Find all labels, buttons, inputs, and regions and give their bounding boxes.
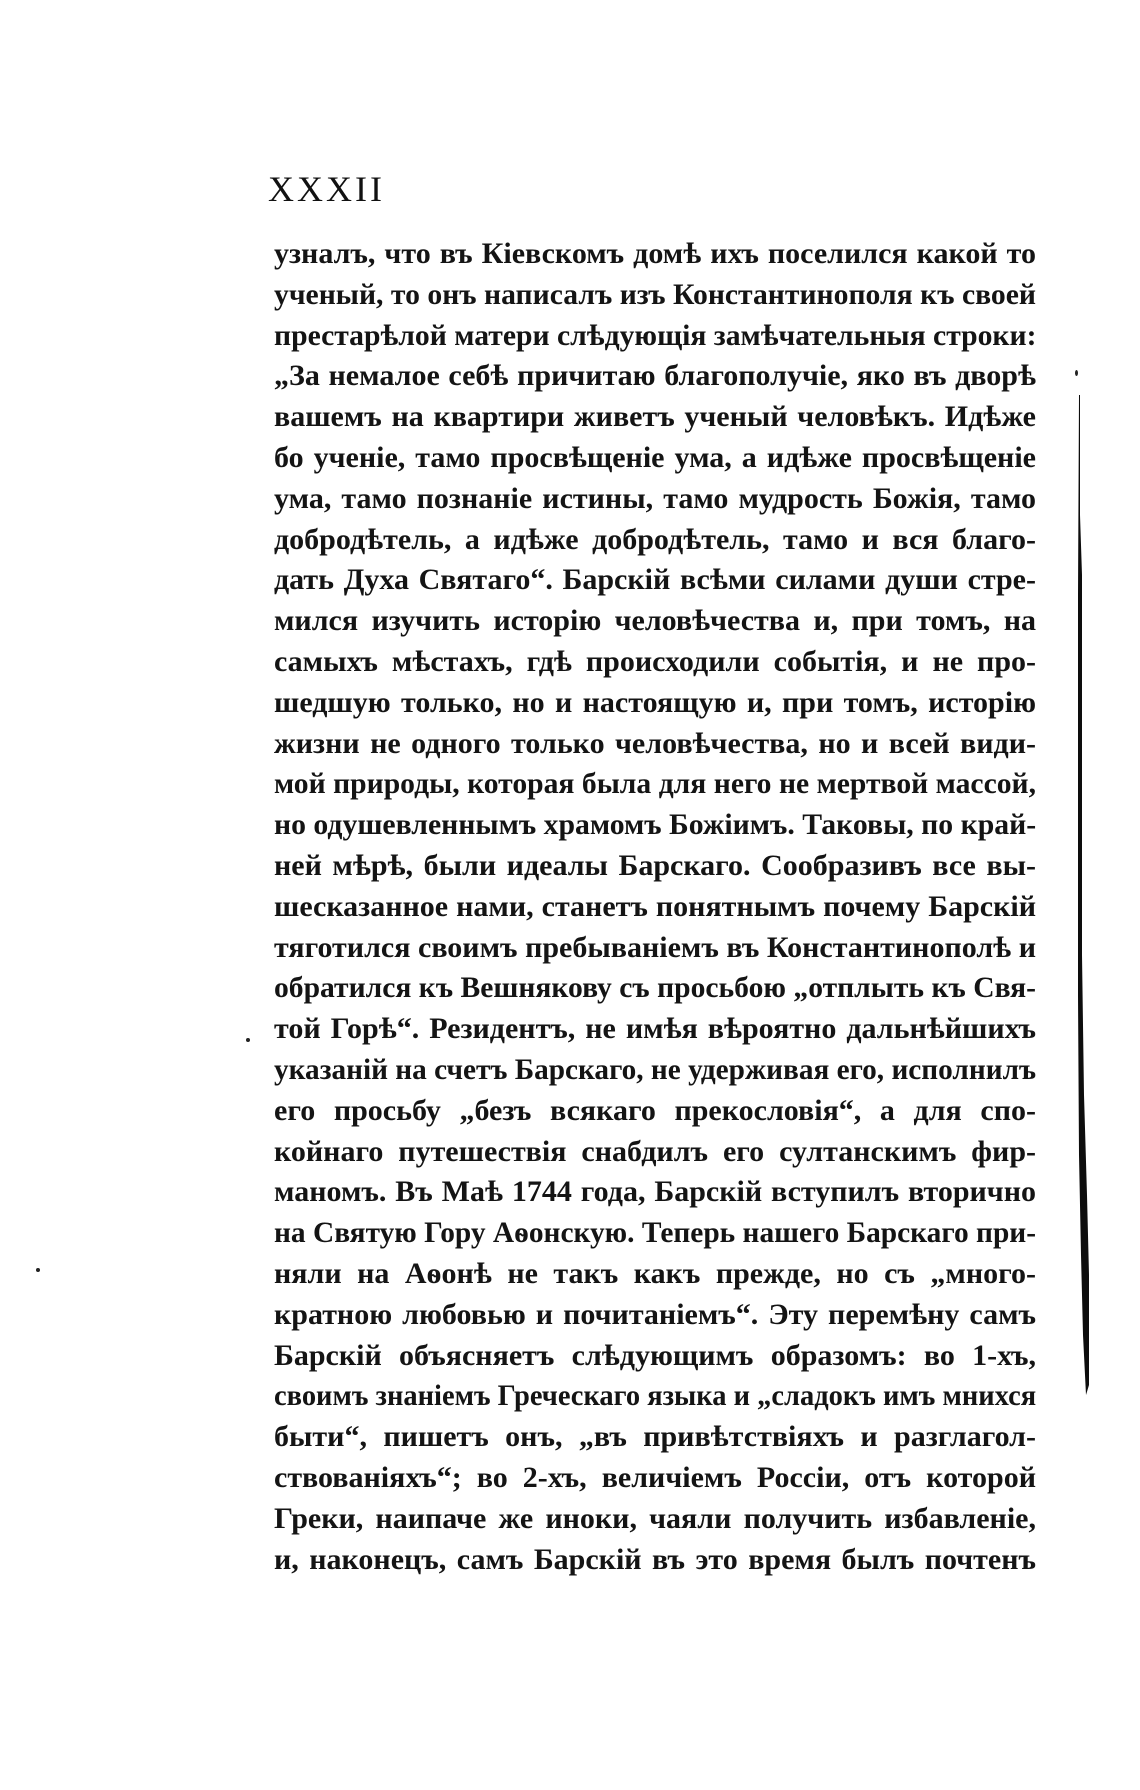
scan-speck	[246, 1038, 250, 1042]
scan-edge-shadow-graphic	[1072, 395, 1090, 1395]
text-line: ума, тамо познаніе истины, тамо мудрость Божія, тамо	[274, 481, 1036, 515]
text-line: шедшую только, но и настоящую и, при томъ, исторію	[274, 685, 1036, 719]
text-line: ученый, то онъ написалъ изъ Константинополя къ своей	[274, 277, 1036, 311]
text-line: указаній на счетъ Барскаго, не удерживая его, исполнилъ	[274, 1052, 1037, 1086]
text-line: Греки, наипаче же иноки, чаяли получить избавленіе,	[274, 1501, 1036, 1535]
text-line: добродѣтель, а идѣже добродѣтель, тамо и вся благо-	[274, 522, 1036, 556]
text-line: быти“, пишетъ онъ, „въ привѣтствіяхъ и разглагол-	[274, 1420, 1036, 1454]
text-line: жизни не одного только человѣчества, но и всей види-	[274, 726, 1036, 760]
text-line: мился изучить исторію человѣчества и, при томъ, на	[274, 604, 1036, 638]
text-line: „За немалое себѣ причитаю благополучіе, яко въ дворѣ	[274, 359, 1036, 393]
text-line: самыхъ мѣстахъ, гдѣ происходили событія, и не про-	[274, 644, 1036, 678]
text-line: дать Духа Святаго“. Барскій всѣми силами души стре-	[274, 563, 1036, 597]
text-line: тяготился своимъ пребываніемъ въ Константинополѣ и	[274, 930, 1036, 964]
text-line: бо ученіе, тамо просвѣщеніе ума, а идѣже просвѣщеніе	[274, 440, 1036, 474]
scan-edge-shadow	[1072, 395, 1090, 1395]
body-text	[274, 234, 1036, 1580]
text-line: кратною любовью и почитаніемъ“. Эту перемѣну самъ	[274, 1297, 1036, 1331]
text-line: узналъ, что въ Кіевскомъ домѣ ихъ поселился какой то	[274, 237, 1036, 270]
scan-speck	[36, 1268, 40, 1272]
text-line: ней мѣрѣ, были идеалы Барскаго. Сообразивъ все вы-	[274, 848, 1036, 882]
text-line: и, наконецъ, самъ Барскій въ это время былъ почтенъ	[274, 1542, 1036, 1576]
text-line: шесказанное нами, станетъ понятнымъ почему Барскій	[274, 889, 1036, 923]
text-line: мой природы, которая была для него не мертвой массой,	[274, 767, 1036, 801]
text-line: своимъ знаніемъ Греческаго языка и „сладокъ имъ мнихся	[274, 1379, 1037, 1413]
text-line: маномъ. Въ Маѣ 1744 года, Барскій вступилъ вторично	[274, 1175, 1036, 1209]
text-line: няли на Аѳонѣ не такъ какъ прежде, но съ „много-	[274, 1256, 1036, 1290]
text-line: койнаго путешествія снабдилъ его султанскимъ фир-	[274, 1134, 1036, 1168]
text-line: его просьбу „безъ всякаго прекословія“, а для спо-	[274, 1093, 1036, 1127]
text-line: вашемъ на квартири живетъ ученый человѣкъ. Идѣже	[274, 400, 1036, 434]
page-number: XXXII	[268, 169, 385, 209]
text-line: но одушевленнымъ храмомъ Божіимъ. Таковы, по край-	[274, 808, 1037, 842]
text-line: той Горѣ“. Резидентъ, не имѣя вѣроятно дальнѣйшихъ	[274, 1012, 1036, 1046]
text-line: обратился къ Вешнякову съ просьбою „отплыть къ Свя-	[274, 971, 1036, 1005]
scan-speck	[1075, 370, 1078, 376]
text-line: ствованіяхъ“; во 2-хъ, величіемъ Россіи, отъ которой	[274, 1460, 1036, 1494]
text-line: престарѣлой матери слѣдующія замѣчательныя строки:	[274, 318, 1037, 352]
text-line: Барскій объясняетъ слѣдующимъ образомъ: во 1-хъ,	[274, 1338, 1036, 1372]
text-line: на Святую Гору Аѳонскую. Теперь нашего Барскаго при-	[274, 1216, 1036, 1250]
